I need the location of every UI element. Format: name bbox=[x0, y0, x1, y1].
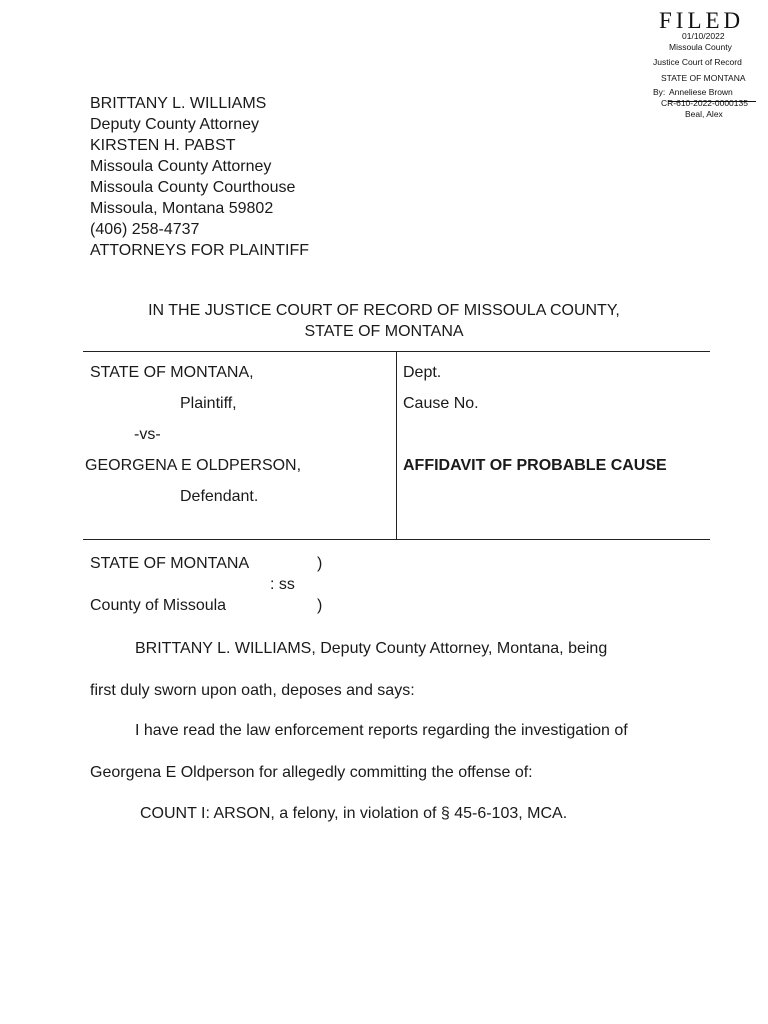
court-heading-line2: STATE OF MONTANA bbox=[304, 323, 464, 340]
venue-county: County of Missoula bbox=[90, 597, 227, 614]
attorney-title: Deputy County Attorney bbox=[90, 116, 259, 133]
paragraph2-line1: I have read the law enforcement reports regarding the investigation of bbox=[135, 722, 628, 739]
county-attorney-name: KIRSTEN H. PABST bbox=[90, 137, 236, 154]
courthouse: Missoula County Courthouse bbox=[90, 179, 296, 196]
cause-number-label: Cause No. bbox=[403, 395, 479, 412]
county-attorney-title: Missoula County Attorney bbox=[90, 158, 272, 175]
caption-divider bbox=[396, 352, 397, 539]
stamp-judge: Beal, Alex bbox=[685, 109, 723, 119]
stamp-state: STATE OF MONTANA bbox=[661, 73, 746, 83]
phone: (406) 258-4737 bbox=[90, 221, 200, 238]
stamp-date: 01/10/2022 bbox=[682, 31, 725, 41]
defendant-name: GEORGENA E OLDPERSON, bbox=[85, 457, 302, 474]
attorneys-for: ATTORNEYS FOR PLAINTIFF bbox=[90, 242, 309, 259]
attorney-block bbox=[90, 93, 309, 261]
attorney-name: BRITTANY L. WILLIAMS bbox=[90, 95, 267, 112]
plaintiff-role: Plaintiff, bbox=[180, 395, 237, 412]
stamp-court: Justice Court of Record bbox=[653, 57, 742, 67]
plaintiff-name: STATE OF MONTANA, bbox=[90, 364, 254, 381]
venue-state: STATE OF MONTANA bbox=[90, 555, 250, 572]
stamp-title: FILED bbox=[659, 8, 745, 33]
dept-label: Dept. bbox=[403, 364, 442, 381]
stamp-by-name: Anneliese Brown bbox=[669, 87, 733, 97]
city-state-zip: Missoula, Montana 59802 bbox=[90, 200, 274, 217]
defendant-role: Defendant. bbox=[180, 488, 259, 505]
stamp-case-number: CR-610-2022-0000135 bbox=[661, 98, 748, 108]
venue-paren-bottom: ) bbox=[317, 597, 323, 614]
venue-ss: : ss bbox=[270, 576, 295, 593]
paragraph1-line2: first duly sworn upon oath, deposes and says: bbox=[90, 682, 415, 699]
stamp-by-label: By: bbox=[653, 87, 666, 97]
venue-paren-top: ) bbox=[317, 555, 323, 572]
caption-bottom-rule bbox=[83, 539, 710, 540]
paragraph1-line1: BRITTANY L. WILLIAMS, Deputy County Attorney, Montana, being bbox=[135, 640, 608, 657]
court-heading-line1: IN THE JUSTICE COURT OF RECORD OF MISSOULA COUNTY, bbox=[148, 302, 620, 319]
document-title: AFFIDAVIT OF PROBABLE CAUSE bbox=[403, 457, 667, 474]
versus: -vs- bbox=[134, 426, 161, 443]
paragraph2-line2: Georgena E Oldperson for allegedly committing the offense of: bbox=[90, 764, 533, 781]
stamp-county: Missoula County bbox=[669, 42, 732, 52]
count-one: COUNT I: ARSON, a felony, in violation of § 45-6-103, MCA. bbox=[140, 805, 568, 822]
